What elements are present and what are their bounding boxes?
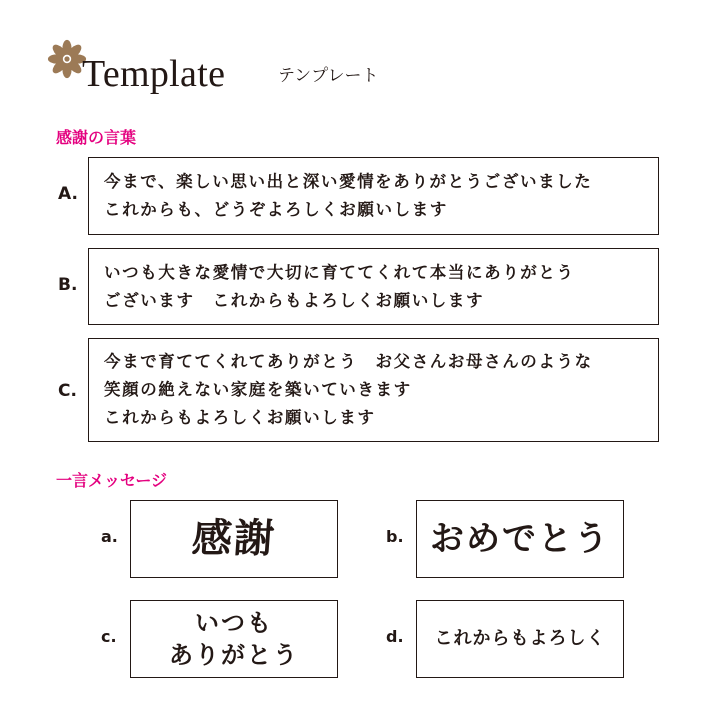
page-title: Template bbox=[82, 53, 226, 95]
message-c-label: C. bbox=[58, 381, 77, 401]
message-c-line-2: 笑顔の絶えない家庭を築いていきます bbox=[104, 380, 412, 399]
short-section-heading: 一言メッセージ bbox=[56, 471, 168, 490]
message-a-line-1: 今まで、楽しい思い出と深い愛情をありがとうございました bbox=[104, 172, 593, 191]
short-a-box bbox=[130, 500, 338, 578]
short-a-label: a. bbox=[101, 527, 118, 546]
message-b-line-2: ございます これからもよろしくお願いします bbox=[104, 290, 485, 310]
short-c-line-1: いつも bbox=[195, 609, 273, 637]
message-a-label: A. bbox=[58, 184, 78, 204]
message-c-box bbox=[88, 338, 659, 442]
page-subtitle: テンプレート bbox=[278, 66, 379, 86]
short-b-box bbox=[416, 500, 624, 578]
short-c-label: c. bbox=[101, 627, 117, 646]
short-b-label: b. bbox=[386, 527, 404, 546]
message-b-label: B. bbox=[58, 275, 78, 295]
short-d-label: d. bbox=[386, 627, 404, 646]
short-b-text: おめでとう bbox=[430, 519, 610, 559]
message-a-line-2: これからも、どうぞよろしくお願いします bbox=[104, 200, 448, 219]
short-c-line-2: ありがとう bbox=[169, 641, 299, 669]
message-b-line-1: いつも大きな愛情で大切に育ててくれて本当にありがとう bbox=[104, 262, 575, 282]
message-b-box bbox=[88, 248, 659, 325]
short-c-box bbox=[130, 600, 338, 678]
thanks-section-heading: 感謝の言葉 bbox=[56, 128, 137, 147]
message-c-line-1: 今まで育ててくれてありがとう お父さんお母さんのような bbox=[104, 352, 593, 371]
message-a-box bbox=[88, 157, 659, 235]
message-c-line-3: これからもよろしくお願いします bbox=[104, 408, 376, 427]
short-d-text: これからもよろしく bbox=[434, 628, 606, 649]
short-d-box bbox=[416, 600, 624, 678]
short-a-text: 感謝 bbox=[190, 515, 278, 562]
